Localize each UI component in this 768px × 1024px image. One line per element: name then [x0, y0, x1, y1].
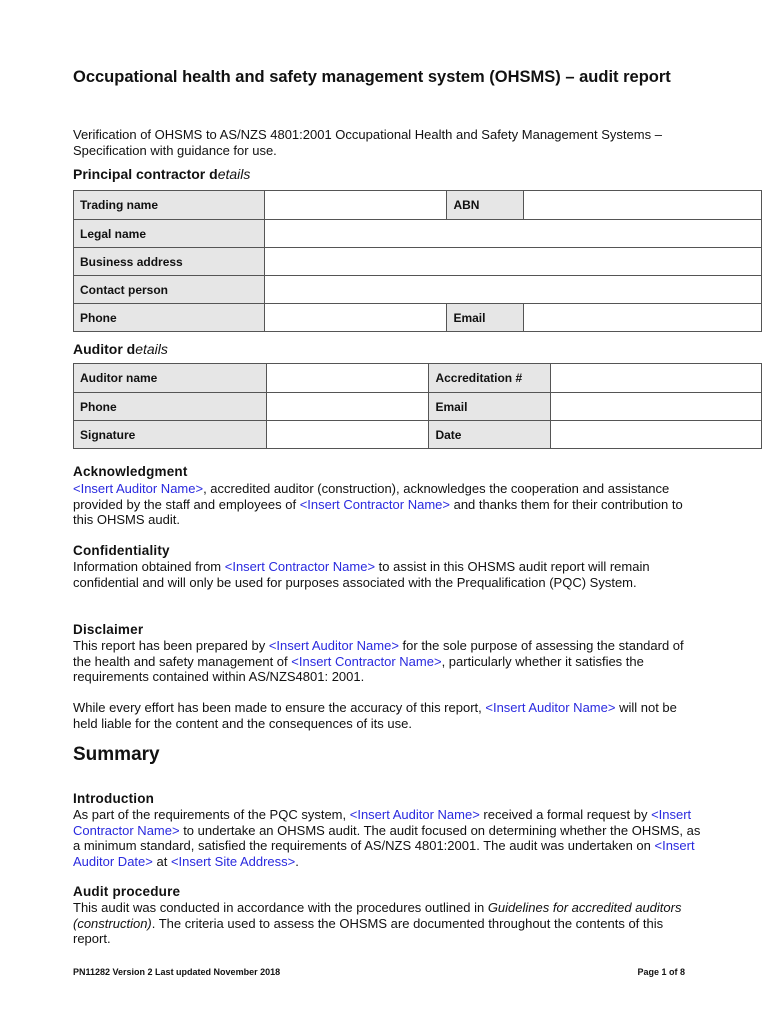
- contact-person-field[interactable]: [264, 276, 761, 304]
- label-auditor-phone: Phone: [74, 393, 267, 421]
- date-field[interactable]: [551, 421, 762, 449]
- label-auditor-email: Email: [429, 393, 551, 421]
- audit-procedure-heading: Audit procedure: [73, 884, 181, 899]
- business-address-field[interactable]: [264, 248, 761, 276]
- page-number: Page 1 of 8: [637, 967, 685, 977]
- summary-heading: Summary: [73, 744, 160, 765]
- principal-contractor-heading: Principal contractor details: [73, 166, 251, 182]
- label-phone: Phone: [74, 304, 265, 332]
- abn-field[interactable]: [524, 191, 762, 220]
- email-field[interactable]: [524, 304, 762, 332]
- label-abn: ABN: [447, 191, 524, 220]
- trading-name-field[interactable]: [264, 191, 447, 220]
- introduction-heading: Introduction: [73, 791, 155, 806]
- principal-contractor-table: [73, 190, 762, 332]
- acknowledgment-text: <Insert Auditor Name>, accredited auditor (construction), acknowledges the cooperation and assistance provided by the staff and employees of <Insert Contractor Name> and thanks them for their contribution to this OHSMS audit.: [73, 481, 683, 528]
- disclaimer-heading: Disclaimer: [73, 622, 144, 637]
- auditor-phone-field[interactable]: [266, 393, 429, 421]
- label-business-address: Business address: [74, 248, 265, 276]
- phone-field[interactable]: [264, 304, 447, 332]
- audit-procedure-text: This audit was conducted in accordance with the procedures outlined in Guidelines for accredited auditors (construction). The criteria used to assess the OHSMS are documented throughout the contents of this report.: [73, 900, 682, 947]
- confidentiality-text: Information obtained from <Insert Contractor Name> to assist in this OHSMS audit report will remain confidential and will only be used for purposes associated with the Prequalification (PQC) System.: [73, 559, 650, 590]
- auditor-details-table: [73, 363, 762, 449]
- auditor-name-field[interactable]: [266, 364, 429, 393]
- label-date: Date: [429, 421, 551, 449]
- disclaimer-text: This report has been prepared by <Insert Auditor Name> for the sole purpose of assessing the standard of the health and safety management of <Insert Contractor Name>, particularly whether it satisfies the requirements contained within AS/NZS4801: 2001.: [73, 638, 684, 685]
- label-trading-name: Trading name: [74, 191, 265, 220]
- document-title: Occupational health and safety management system (OHSMS) – audit report: [73, 68, 671, 86]
- label-accreditation: Accreditation #: [429, 364, 551, 393]
- signature-field[interactable]: [266, 421, 429, 449]
- confidentiality-heading: Confidentiality: [73, 543, 170, 558]
- introduction-text: As part of the requirements of the PQC system, <Insert Auditor Name> received a formal request by <Insert Contractor Name> to undertake an OHSMS audit. The audit focused on determining whether the OHSMS, as a minimum standard, satisfied the requirements of AS/NZS 4801:2001. The audit was undertaken on <Insert Auditor Date> at <Insert Site Address>.: [73, 807, 701, 869]
- auditor-details-heading: Auditor details: [73, 341, 168, 357]
- label-legal-name: Legal name: [74, 220, 265, 248]
- disclaimer-text-2: While every effort has been made to ensure the accuracy of this report, <Insert Auditor Name> will not be held liable for the content and the consequences of its use.: [73, 700, 677, 731]
- footer-doc-info: PN11282 Version 2 Last updated November 2018: [73, 967, 281, 977]
- legal-name-field[interactable]: [264, 220, 761, 248]
- label-signature: Signature: [74, 421, 267, 449]
- label-email: Email: [447, 304, 524, 332]
- intro-text: Verification of OHSMS to AS/NZS 4801:2001 Occupational Health and Safety Management Systems – Specification with guidance for use.: [73, 127, 662, 158]
- acknowledgment-heading: Acknowledgment: [73, 464, 188, 479]
- page-footer: [73, 967, 685, 977]
- auditor-email-field[interactable]: [551, 393, 762, 421]
- accreditation-field[interactable]: [551, 364, 762, 393]
- label-auditor-name: Auditor name: [74, 364, 267, 393]
- label-contact-person: Contact person: [74, 276, 265, 304]
